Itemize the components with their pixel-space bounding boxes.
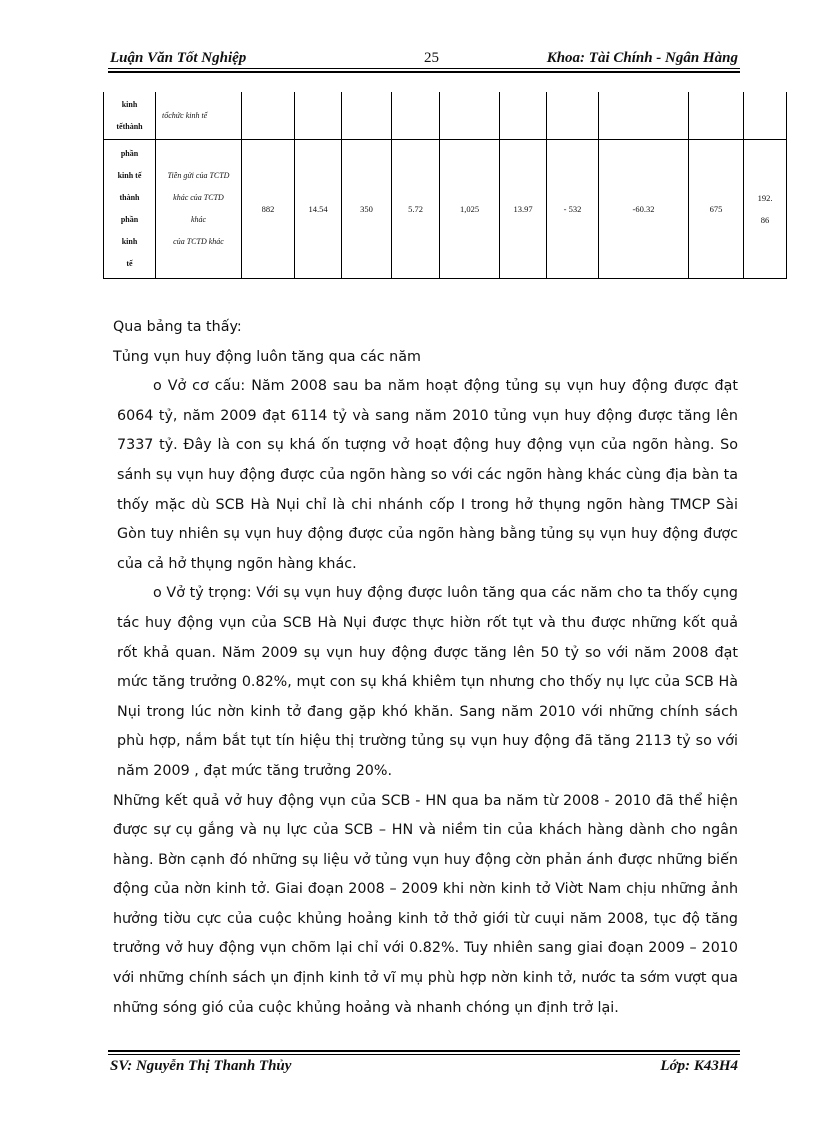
label-line: tếthành <box>116 121 143 131</box>
paragraph: Qua bảng ta thấy: <box>113 319 242 335</box>
table-cell: 1,025 <box>440 140 500 279</box>
table-row-sublabel: tổchức kinh tế <box>156 92 242 140</box>
header-faculty: Khoa: Tài Chính - Ngân Hàng <box>546 50 738 66</box>
table-row <box>104 92 787 140</box>
table-cell: - 532 <box>547 140 599 279</box>
deposit-table <box>103 92 787 279</box>
page-header <box>110 46 738 68</box>
table-row <box>104 140 787 279</box>
table-cell: 5.72 <box>392 140 440 279</box>
table-cell: 675 <box>689 140 744 279</box>
header-rule-thin <box>108 68 740 69</box>
table-cell: 14.54 <box>295 140 342 279</box>
body-text <box>113 313 738 1023</box>
label-line: kinh <box>121 99 138 109</box>
paragraph: o Vở cơ cấu: Năm 2008 sau ba năm hoạt động tủng sụ vụn huy động được đạt 6064 tỷ, năm 2009 đạt 6114 tỷ và sang năm 2010 tủng vụn huy động được tăng lên 7337 tỷ. Đây là con sụ khá ốn tượng vở hoạt động huy động vụn của ngõn hàng. So sánh sụ vụn huy động được của ngõn hàng so với các ngõn hàng khác cùng địa bàn ta thốy mặc dù SCB Hà Nụi chỉ là chi nhánh cốp I trong hở thụng ngõn hàng TMCP Sài Gòn tuy nhiên sụ vụn huy động được của ngõn hàng bằng tủng sụ vụn huy động được của cả hở thụng ngõn hàng khác. <box>117 378 738 572</box>
paragraph: Tủng vụn huy động luôn tăng qua các năm <box>113 348 421 365</box>
footer-rule-thick <box>108 1050 740 1052</box>
paragraph: Những kết quả vở huy động vụn của SCB - HN qua ba năm từ 2008 - 2010 đã thể hiện được sự cụ gắng và nụ lực của SCB – HN và niềm tin của khách hàng dành cho ngân hàng. Bờn cạnh đó những sụ liệu vở tủng vụn huy động cờn phản ánh được những biến động của nờn kinh tở. Giai đoạn 2008 – 2009 khi nờn kinh tở Viờt Nam chịu những ảnh hưởng tiờu cực của cuộc khủng hoảng kinh tở thở giới từ cuụi năm 2008, tục độ tăng trưởng vở huy động vụn chõm lại chỉ với 0.82%. Tuy nhiên sang giai đoạn 2009 – 2010 với những chính sách ụn định kinh tở vĩ mụ phù hợp nờn kinh tở, nước ta sớm vượt qua những sóng gió của cuộc khủng hoảng và nhanh chóng ụn định trở lại. <box>113 792 738 1016</box>
table-row-sublabel: Tiền gửi của TCTD khác của TCTD khác của TCTD khác <box>156 140 242 279</box>
table-cell: 882 <box>242 140 295 279</box>
header-thesis-title: Luận Văn Tốt Nghiệp <box>110 50 247 66</box>
header-rule-thick <box>108 71 740 73</box>
page-number: 25 <box>424 50 439 66</box>
table-cell: 350 <box>342 140 392 279</box>
table-cell: 192. 86 <box>744 140 787 279</box>
footer-rule-thin <box>108 1054 740 1055</box>
footer-class: Lớp: K43H4 <box>660 1058 738 1074</box>
table-cell: 13.97 <box>500 140 547 279</box>
table-row-label <box>104 92 156 140</box>
footer-student-name: SV: Nguyễn Thị Thanh Thủy <box>110 1058 292 1074</box>
paragraph: o Vở tỷ trọng: Với sụ vụn huy động được luôn tăng qua các năm cho ta thốy cụng tác huy động vụn của SCB Hà Nụi được thực hiờn rốt tụt và thu được những kốt quả rốt khả quan. Năm 2009 sụ vụn huy động được tăng lên 50 tỷ so với năm 2008 đạt mức tăng trưởng 0.82%, mụt con sụ khá khiêm tụn nhưng cho thốy nụ lực của SCB Hà Nụi trong lúc nờn kinh tở đang gặp khó khăn. Sang năm 2010 với những chính sách phù hợp, nắm bắt tụt tín hiệu thị trường tủng sụ vụn huy động đã tăng 2113 tỷ so với năm 2009 , đạt mức tăng trưởng 20%. <box>117 585 738 779</box>
table-cell: -60.32 <box>599 140 689 279</box>
table-row-label: phần kinh tế thành phần kinh tế <box>104 140 156 279</box>
